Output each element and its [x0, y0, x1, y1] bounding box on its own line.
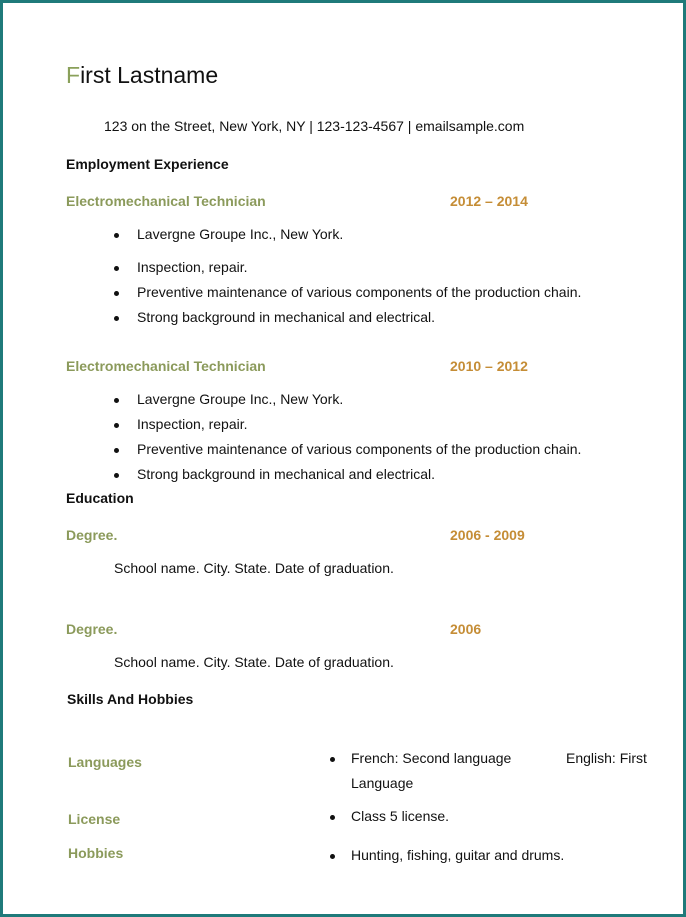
job-duties-list [112, 226, 581, 334]
education-heading: Education [66, 490, 134, 506]
name-initial: F [66, 62, 81, 88]
employment-heading: Employment Experience [66, 156, 229, 172]
skill-item-language-2-cont [351, 775, 413, 791]
skill-item-hobbies [351, 847, 564, 863]
list-item: Lavergne Groupe Inc., New York. [112, 391, 581, 416]
contact-line: 123 on the Street, New York, NY | 123-123-4567 | emailsample.com [104, 118, 525, 134]
name-rest: irst Lastname [80, 62, 219, 88]
skill-text: Hunting, fishing, guitar and drums. [351, 847, 565, 863]
list-item: Inspection, repair. [112, 416, 581, 441]
skill-label-languages: Languages [68, 754, 142, 770]
skills-heading: Skills And Hobbies [67, 691, 194, 707]
job-title: Electromechanical Technician [66, 193, 266, 209]
job-title: Electromechanical Technician [66, 358, 266, 374]
skill-label-license: License [68, 811, 121, 827]
school-details: School name. City. State. Date of graduation. [114, 654, 394, 670]
job-duties-list [112, 391, 581, 491]
list-item: Inspection, repair. [112, 259, 581, 284]
bullet-dot [330, 757, 335, 762]
list-item: Strong background in mechanical and electrical. [112, 309, 581, 334]
skill-label-hobbies: Hobbies [68, 845, 124, 861]
degree-title: Degree. [66, 527, 118, 543]
school-details: School name. City. State. Date of graduation. [114, 560, 394, 576]
job-years: 2012 – 2014 [450, 193, 528, 209]
skill-text: Language [351, 775, 414, 791]
skill-text: Class 5 license. [351, 808, 450, 824]
list-item: Preventive maintenance of various components of the production chain. [112, 441, 581, 466]
resume-name [66, 62, 218, 89]
skill-text: French: Second language [351, 750, 512, 766]
list-item: Strong background in mechanical and electrical. [112, 466, 581, 491]
skill-text: English: First [566, 750, 647, 766]
bullet-dot [330, 854, 335, 859]
list-item: Preventive maintenance of various components of the production chain. [112, 284, 581, 309]
job-years: 2010 – 2012 [450, 358, 528, 374]
degree-years: 2006 [450, 621, 482, 637]
bullet-dot [330, 815, 335, 820]
skill-item-language-2 [566, 750, 647, 766]
skill-item-license [351, 808, 449, 824]
degree-years: 2006 - 2009 [450, 527, 525, 543]
list-item: Lavergne Groupe Inc., New York. [112, 226, 581, 259]
degree-title: Degree. [66, 621, 118, 637]
skill-item-language-1 [351, 750, 511, 766]
